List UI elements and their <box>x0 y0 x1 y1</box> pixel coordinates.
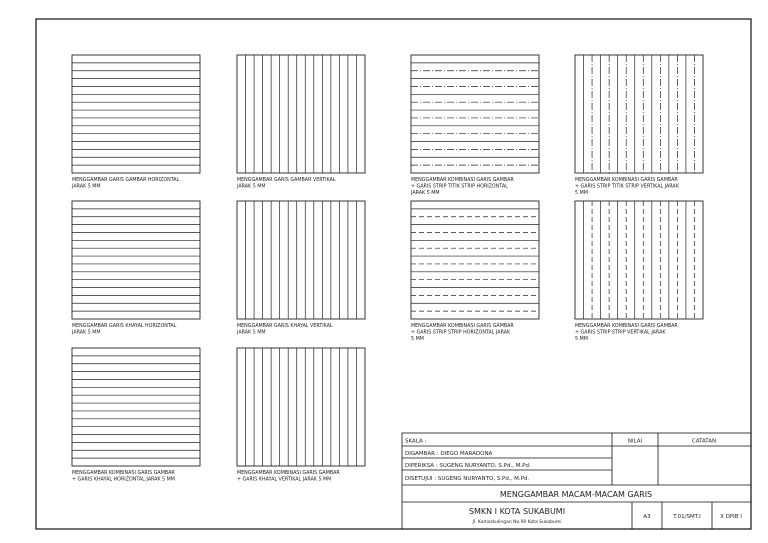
panel-p10 <box>237 348 365 483</box>
panel-caption: MENGGAMBAR GARIS KHAYAL VERTIKAL <box>237 324 333 329</box>
disetujui-label: DISETUJUI : SUGENG NURYANTO, S.Pd., M.Pd. <box>405 476 530 482</box>
panel-p1 <box>71 55 200 190</box>
panel-border <box>411 55 539 173</box>
panel-border <box>237 55 365 173</box>
panel-caption: MENGGAMBAR KOMBINASI GARIS GAMBAR <box>411 178 514 183</box>
panel-border <box>237 201 365 319</box>
panel-caption: + GARIS STRIP TITIK STRIP VERTIKAL JARAK <box>575 184 679 190</box>
panel-p4 <box>575 55 703 196</box>
panel-border <box>72 201 200 319</box>
panel-caption: MENGGAMBAR KOMBINASI GARIS GAMBAR <box>237 471 340 476</box>
panel-caption: + GARIS STRIP STRIP VERTIKAL JARAK <box>575 330 666 336</box>
panel-caption: + GARIS KHAYAL VERTIKAL JARAK 5 MM <box>237 477 332 483</box>
school-address: Jl. Kamarkulingan No.90 Kota Sukabumi <box>472 520 562 525</box>
panel-caption: + GARIS STRIP TITIK STRIP HORIZONTAL <box>411 184 508 190</box>
panel-border <box>575 201 703 319</box>
title-block-text <box>405 439 742 526</box>
panel-border <box>72 348 200 466</box>
panel-caption: MENGGAMBAR KOMBINASI GARIS GAMBAR <box>575 324 678 329</box>
panel-caption: + GARIS STRIP STRIP HORIZONTAL JARAK <box>411 330 511 336</box>
panel-caption: MENGGAMBAR KOMBINASI GARIS GAMBAR <box>411 324 514 329</box>
panel-caption: 5 MM <box>411 337 424 342</box>
skala-label: SKALA : <box>405 438 427 445</box>
panel-caption: MENGGAMBAR KOMBINASI GARIS GAMBAR <box>575 178 678 183</box>
nilai-label: NILAI <box>627 438 643 445</box>
sheet-number: T.01/SMT.I <box>673 514 701 520</box>
panel-border <box>72 55 200 173</box>
panel-p5 <box>71 201 200 336</box>
school-name: SMKN I KOTA SUKABUMI <box>468 507 566 516</box>
digambar-label: DIGAMBAR : DIEGO MARADONA <box>405 451 493 457</box>
panel-caption: JARAK 5 MM <box>411 191 440 196</box>
panel-caption: MENGGAMBAR KOMBINASI GARIS GAMBAR <box>72 471 175 476</box>
panel-p8 <box>575 201 703 342</box>
class-label: X DPIB I <box>720 514 742 520</box>
panel-caption: JARAK 5 MM <box>237 330 266 336</box>
panel-caption: MENGGAMBAR GARIS KHAYAL HORIZONTAL <box>72 324 177 329</box>
panel-caption: 5 MM <box>575 191 588 196</box>
diperiksa-label: DIPERIKSA : SUGENG NURYANTO, S.Pd., M.Pd. <box>405 463 531 469</box>
panel-border <box>237 348 365 466</box>
panel-caption: JARAK 5 MM <box>72 330 101 336</box>
panel-border <box>411 201 539 319</box>
panel-p7 <box>411 201 539 342</box>
panel-caption: JARAK 5 MM <box>237 184 266 190</box>
panel-border <box>575 55 703 173</box>
panel-p9 <box>72 348 200 483</box>
line-exercise-panels <box>71 55 703 483</box>
panel-caption: MENGGAMBAR GARIS GAMBAR VERTIKAL <box>237 178 336 183</box>
panel-p3 <box>410 55 539 196</box>
sheet-frame <box>36 19 751 529</box>
panel-caption: JARAK 5 MM <box>72 184 101 190</box>
catatan-label: CATATAN <box>691 438 717 445</box>
drawing-title: MENGGAMBAR MACAM-MACAM GARIS <box>499 490 653 499</box>
paper-size: A3 <box>643 514 651 520</box>
panel-caption: 5 MM <box>575 337 588 342</box>
panel-p6 <box>236 201 365 336</box>
panel-caption: MENGGAMBAR GARIS GAMBAR HORIZONTAL <box>72 178 180 183</box>
panel-p2 <box>236 55 365 190</box>
panel-caption: + GARIS KHAYAL HORIZONTAL JARAK 5 MM <box>72 477 175 483</box>
